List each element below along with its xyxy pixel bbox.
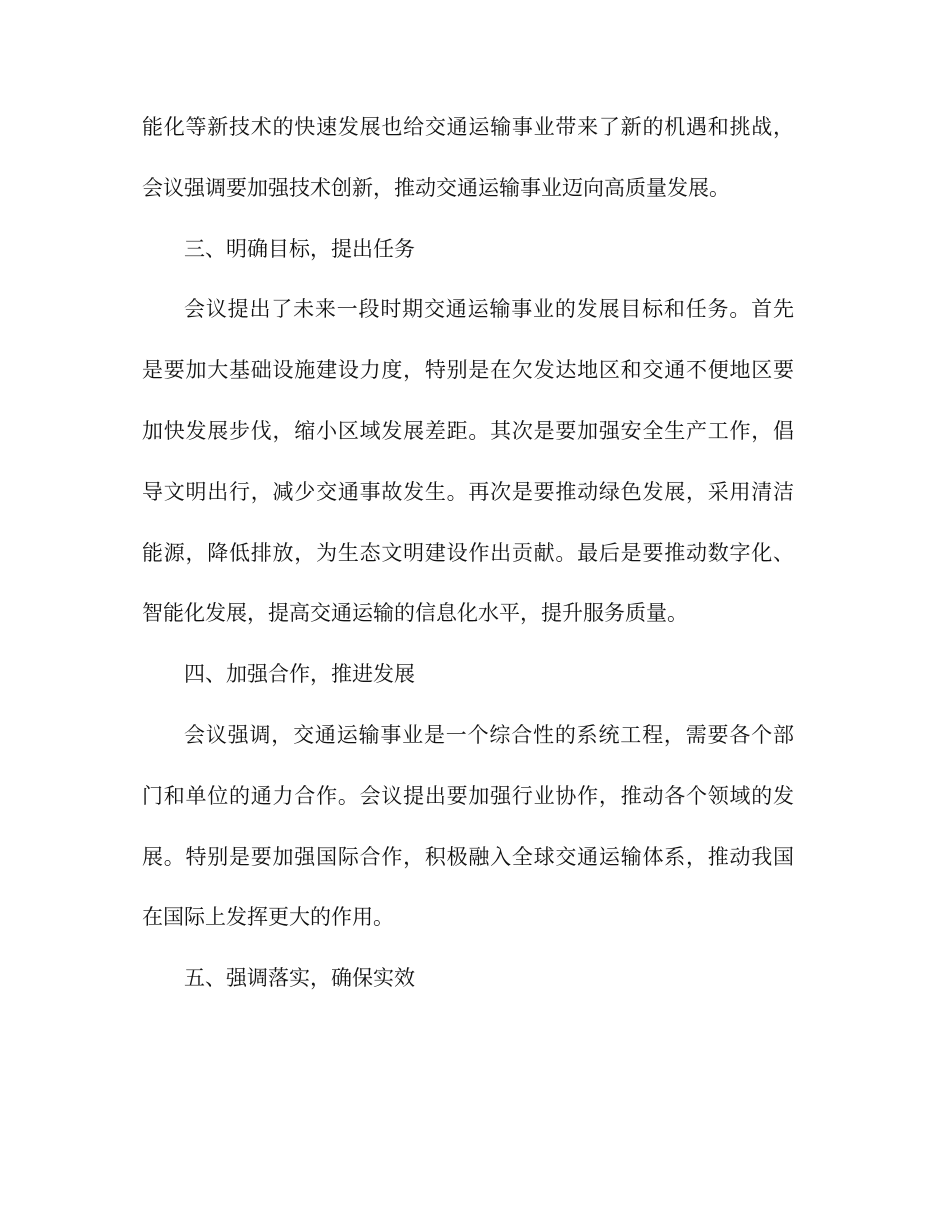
paragraph-line: 能化等新技术的快速发展也给交通运输事业带来了新的机遇和挑战， [142,115,794,139]
paragraph-line: 智能化发展，提高交通运输的信息化水平，提升服务质量。 [142,601,688,626]
paragraph-line: 门和单位的通力合作。会议提出要加强行业协作，推动各个领域的发 [142,783,794,808]
paragraph-line: 展。特别是要加强国际合作，积极融入全球交通运输体系，推动我国 [142,844,794,869]
paragraph-line: 导文明出行，减少交通事故发生。再次是要推动绿色发展，采用清洁 [142,479,794,504]
paragraph-line: 在国际上发挥更大的作用。 [142,905,394,930]
paragraph-line: 能源，降低排放，为生态文明建设作出贡献。最后是要推动数字化、 [142,540,794,565]
paragraph-line: 加快发展步伐，缩小区域发展差距。其次是要加强安全生产工作，倡 [142,418,794,443]
paragraph-line: 是要加大基础设施建设力度，特别是在欠发达地区和交通不便地区要 [142,358,794,383]
section-heading-5: 五、强调落实，确保实效 [184,966,415,991]
paragraph-line: 会议提出了未来一段时期交通运输事业的发展目标和任务。首先 [184,297,794,322]
document-body [142,97,794,1009]
section-heading-3: 三、明确目标，提出任务 [184,236,415,261]
section-heading-4: 四、加强合作，推进发展 [184,662,415,687]
paragraph-line: 会议强调，交通运输事业是一个综合性的系统工程，需要各个部 [184,722,794,747]
paragraph-line: 会议强调要加强技术创新，推动交通运输事业迈向高质量发展。 [142,175,730,200]
